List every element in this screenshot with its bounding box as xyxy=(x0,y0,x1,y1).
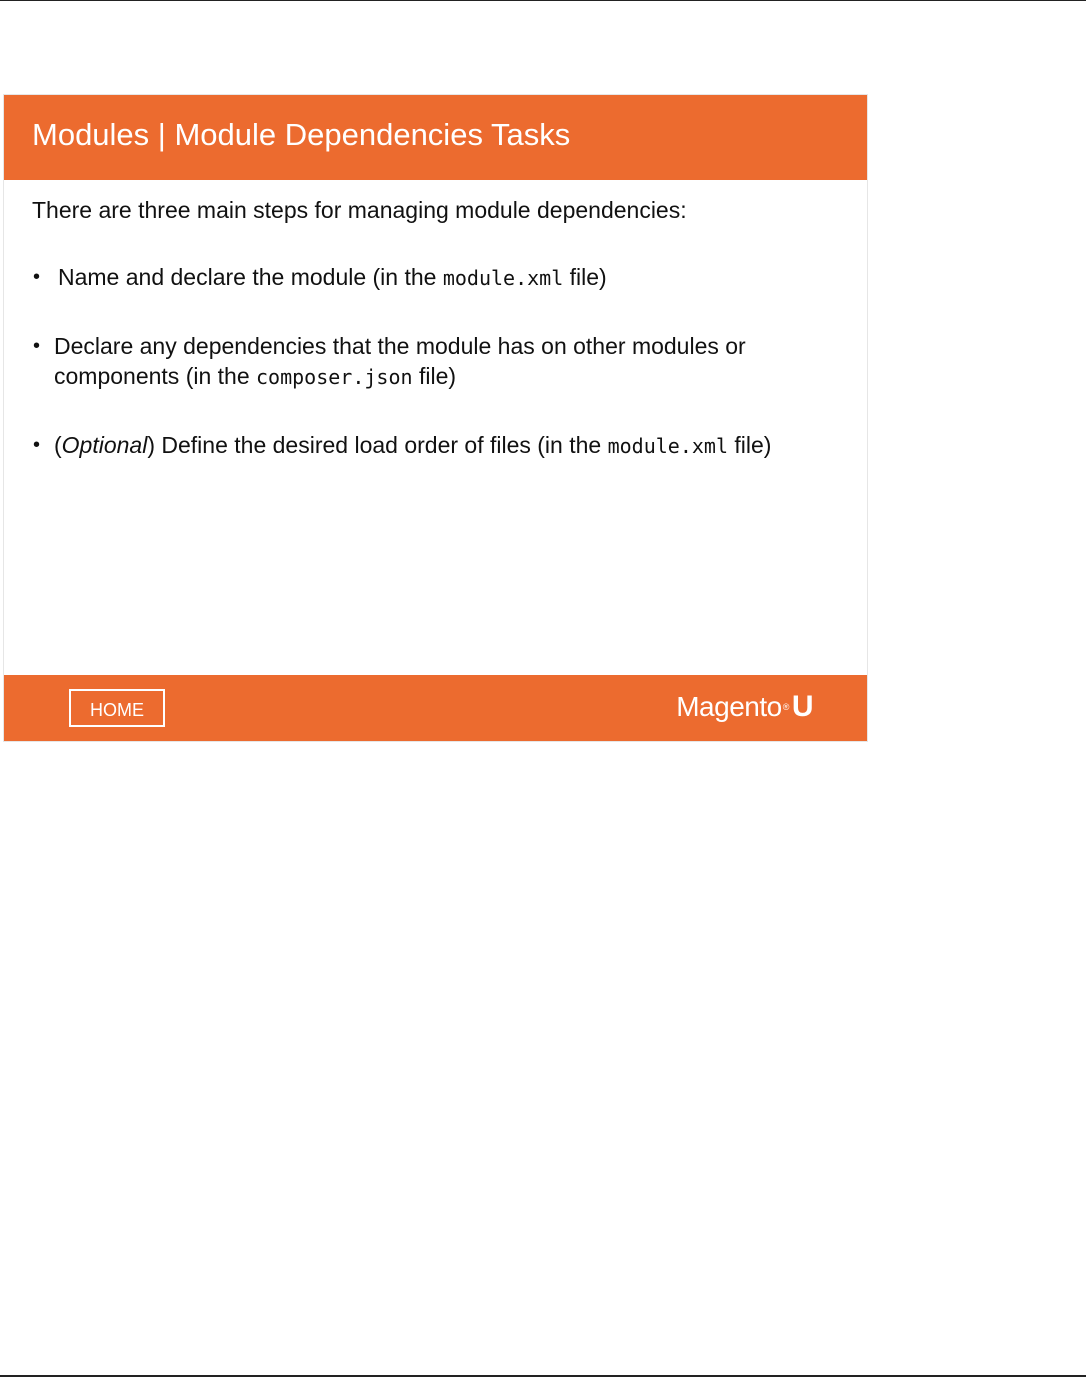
page-top-rule xyxy=(0,0,1086,1)
bullet-icon: • xyxy=(33,266,41,288)
step-text-end: file) xyxy=(412,363,457,389)
magento-u-logo xyxy=(676,689,813,725)
slide-header xyxy=(4,95,867,180)
step-text: Name and declare the module (in the xyxy=(58,264,443,290)
page-bottom-rule xyxy=(0,1375,1086,1377)
step-paren-open: ( xyxy=(54,432,62,458)
bullet-icon: • xyxy=(33,335,41,357)
step-item xyxy=(32,262,832,293)
home-button[interactable]: HOME xyxy=(69,689,165,727)
step-text-end: file) xyxy=(728,432,772,458)
slide-intro: There are three main steps for managing module dependencies: xyxy=(32,197,687,223)
step-text-end: file) xyxy=(563,264,607,290)
bullet-icon: • xyxy=(33,434,41,456)
step-text: Declare any dependencies that the module has on other modules or components (in the xyxy=(54,333,746,389)
step-item xyxy=(32,331,832,392)
slide-title: Modules | Module Dependencies Tasks xyxy=(32,117,571,152)
slide-body xyxy=(32,195,832,499)
step-code: module.xml xyxy=(607,434,729,458)
step-optional-label: Optional xyxy=(61,432,148,458)
slide-footer xyxy=(4,675,867,741)
registered-mark: ® xyxy=(782,702,789,712)
step-text: ) Define the desired load order of files (in the xyxy=(147,432,608,458)
steps-list xyxy=(32,262,832,461)
slide xyxy=(4,95,867,741)
step-item xyxy=(32,430,832,461)
logo-text: Magento xyxy=(676,691,782,722)
logo-u: U xyxy=(791,690,813,723)
step-code: module.xml xyxy=(442,266,564,290)
step-code: composer.json xyxy=(256,365,413,389)
